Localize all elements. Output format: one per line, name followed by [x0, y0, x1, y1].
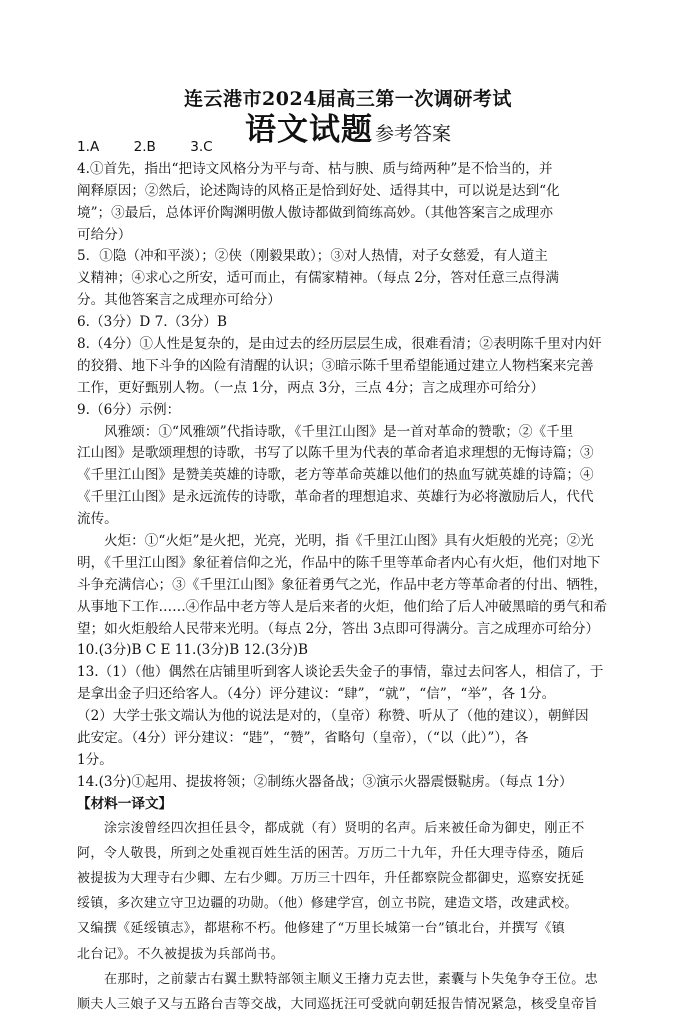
answer-line: 14.(3分)①起用、提拔将领；②制练火器备战；③演示火器震慑鞑虏。（每点 1分） — [77, 773, 573, 790]
sample-line: 望；如火炬般给人民带来光明。（每点 2分，答出 3点即可得满分。言之成理亦可给分） — [77, 620, 600, 637]
exam-title: 连云港市2024届高三第一次调研考试 — [184, 88, 512, 110]
sample-line: 明，《千里江山图》象征着信仰之光，作品中的陈千里等革命者内心有火炬，他们对地下 — [77, 554, 601, 571]
translation-line: 阿，令人敬畏，所到之处重视百姓生活的困苦。万历二十九年，升任大理寺侍丞，随后 — [77, 845, 585, 861]
translation-line: 北台记》。不久被提拔为兵部尚书。 — [77, 946, 285, 962]
answer-line: 1分。 — [77, 751, 113, 768]
translation-line: 绥镇，多次建立守卫边疆的功勋。（他）修建学宫，创立书院，建造文塔，改建武校。 — [77, 896, 578, 912]
answer-line: （2）大学士张文端认为他的说法是对的，（皇帝）称赞、听从了（他的建议），朝鲜因 — [77, 708, 589, 725]
translation-line: 涂宗浚曾经四次担任县令，都成就（有）贤明的名声。后来被任命为御史，刚正不 — [104, 820, 585, 836]
answer-line: 阐释原因；②然后，论述陶诗的风格正是恰到好处、适得其中，可以说是达到“化 — [77, 182, 560, 199]
sample-line: 火炬：①“火炬”是火把，光亮，光明，指《千里江山图》具有火炬般的光亮；②光 — [104, 533, 594, 550]
answer-body — [77, 137, 637, 1017]
title-main: 语文试题 — [244, 112, 373, 148]
answer-line: 可给分） — [77, 226, 132, 243]
sample-line: 《千里江山图》是赞美英雄的诗歌，老方等革命英雄以他们的热血写就英雄的诗篇；④ — [77, 467, 594, 484]
sample-line: 从事地下工作……④作品中老方等人是后来者的火炬，他们给了后人冲破黑暗的勇气和希 — [77, 598, 608, 615]
translation-line: 顺夫人三娘子又与五路台吉等交战，大同巡抚汪可受就向朝廷报告情况紧急，核受皇帝旨 — [77, 996, 598, 1012]
title-suffix: 参考答案 — [374, 123, 451, 145]
answer-6-7: 6.（3分）D 7.（3分）B — [77, 314, 228, 331]
answer-line: 境”；③最后，总体评价陶渊明傲人傲诗都做到简练高妙。（其他答案言之成理亦 — [77, 204, 553, 221]
sample-line: 《千里江山图》是永远流传的诗歌，革命者的理想追求、英雄行为必将激励后人，代代 — [77, 489, 594, 506]
translation-line: 被提拔为大理寺右少卿、左右少卿。万历三十四年，升任都察院佥都御史，巡察安抚延 — [77, 870, 585, 886]
translation-line: 又编撰《延绥镇志》，都堪称不朽。他修建了“万里长城第一台”镇北台，并撰写《镇 — [77, 921, 566, 937]
answer-1-3: 1.A 2.B 3.C — [77, 139, 213, 155]
sample-line: 流传。 — [77, 511, 118, 528]
answer-line: 分。其他答案言之成理亦可给分） — [77, 292, 281, 309]
sample-line: 江山图》是歌颂理想的诗歌，书写了以陈千里为代表的革命者追求理想的无悔诗篇；③ — [77, 445, 594, 462]
translation-line: 在那时，之前蒙古右翼土默特部领主顺义王撦力克去世，素囊与卜失兔争夺王位。忠 — [104, 971, 598, 987]
answer-line: 此安定。（4分）评分建议：“韪”，“赞”，省略句（皇帝），（“以（此）”），各 — [77, 730, 529, 747]
answer-line: 工作，更好甄别人物。（一点 1分，两点 3分，三点 4分；言之成理亦可给分） — [77, 379, 545, 396]
translation-heading: 【材料一译文】 — [77, 795, 173, 812]
answer-line: 9.（6分）示例： — [77, 401, 181, 418]
answer-line: 4.①首先，指出“把诗文风格分为平与奇、枯与腴、质与绮两种”是不恰当的，并 — [77, 160, 553, 177]
answer-10-12: 10.(3分)B C E 11.(3分)B 12.(3分)B — [77, 642, 308, 659]
answer-line: 8.（4分）①人性是复杂的，是由过去的经历层层生成，很难看清；②表明陈千里对内奸 — [77, 336, 602, 353]
answer-line: 13.（1）（他）偶然在店铺里听到客人谈论丢失金子的事情，靠过去问客人，相信了，于 — [77, 664, 604, 681]
answer-line: 的狡猾、地下斗争的凶险有清醒的认识；③暗示陈千里希望能通过建立人物档案来完善 — [77, 357, 594, 374]
answer-line: 义精神；④求心之所安，适可而止，有儒家精神。（每点 2分，答对任意三点得满 — [77, 270, 559, 287]
answer-line: 5．①隐（冲和平淡）；②侠（刚毅果敢）；③对人热情，对子女慈爱，有人道主 — [77, 248, 548, 265]
answer-line: 是拿出金子归还给客人。（4分）评分建议：“肆”，“就”，“信”，“举”，各 1分。 — [77, 686, 556, 703]
sample-line: 斗争充满信心；③《千里江山图》象征着勇气之光，作品中老方等革命者的付出、牺牲， — [77, 576, 608, 593]
sample-line: 风雅颂：①“风雅颂”代指诗歌，《千里江山图》是一首对革命的赞歌；②《千里 — [104, 423, 574, 440]
